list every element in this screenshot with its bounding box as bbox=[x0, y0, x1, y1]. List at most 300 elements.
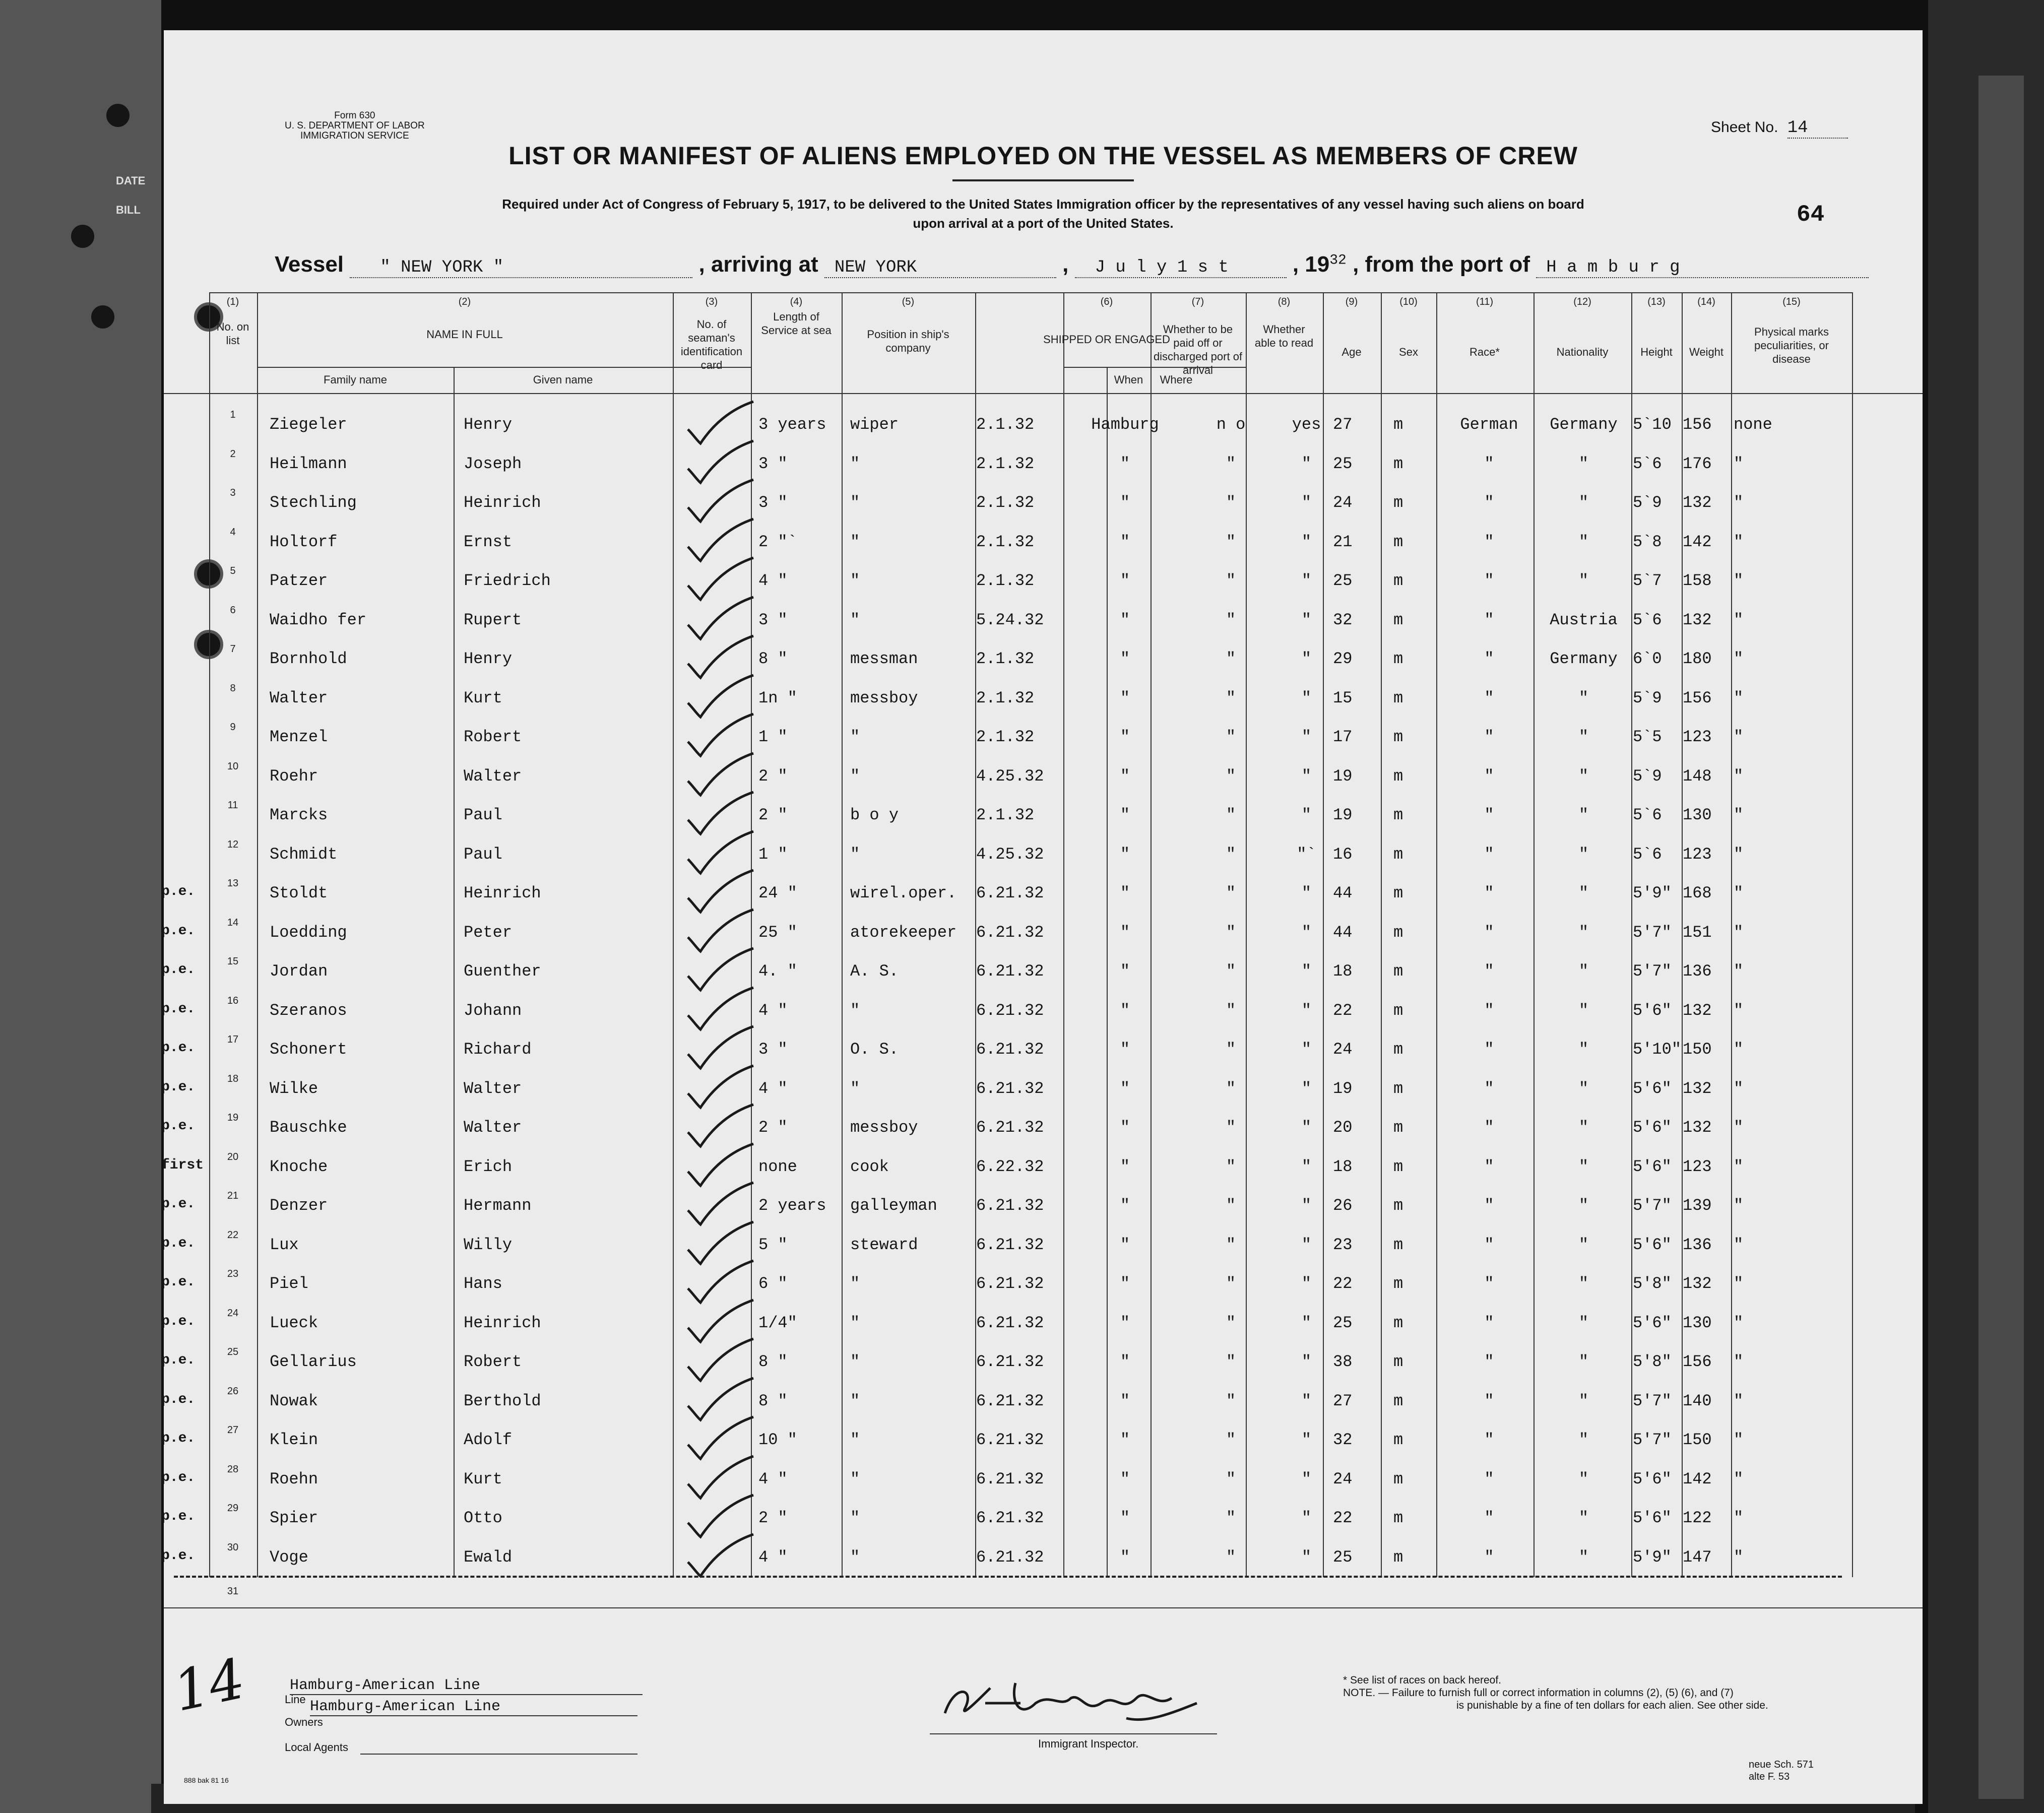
nationality: " bbox=[1578, 454, 1589, 473]
given-name: Hans bbox=[464, 1274, 502, 1293]
column-number: (11) bbox=[1476, 296, 1494, 307]
sex: m bbox=[1393, 1079, 1403, 1098]
position: galleyman bbox=[850, 1196, 937, 1215]
nationality: " bbox=[1578, 1118, 1589, 1137]
row-number: 17 bbox=[227, 1034, 239, 1045]
position: steward bbox=[850, 1235, 918, 1254]
shipped-when: 2.1.32 bbox=[976, 493, 1035, 512]
race: " bbox=[1484, 806, 1494, 824]
shipped-when: 6.21.32 bbox=[976, 1313, 1044, 1332]
family-name: Roehn bbox=[270, 1469, 318, 1488]
age: 38 bbox=[1333, 1352, 1353, 1371]
table-row bbox=[164, 565, 1923, 605]
age: 25 bbox=[1333, 1547, 1353, 1567]
height: 5'7" bbox=[1633, 1196, 1672, 1215]
row-number: 4 bbox=[230, 526, 236, 538]
code-neue: neue Sch. 571 bbox=[1749, 1759, 1814, 1770]
height: 5`6 bbox=[1633, 454, 1662, 473]
given-name: Heinrich bbox=[464, 493, 541, 512]
age: 22 bbox=[1333, 1001, 1353, 1020]
family-name: Nowak bbox=[270, 1391, 318, 1410]
column-number: (3) bbox=[705, 296, 718, 307]
shipped-when: 6.21.32 bbox=[976, 1196, 1044, 1215]
column-number: (8) bbox=[1278, 296, 1291, 307]
shipped-where: " bbox=[1120, 1509, 1130, 1527]
nationality: " bbox=[1578, 493, 1589, 512]
shipped-when: 6.21.32 bbox=[976, 1469, 1044, 1488]
height: 5'6" bbox=[1633, 1469, 1672, 1488]
race: " bbox=[1484, 1118, 1494, 1137]
age: 22 bbox=[1333, 1509, 1353, 1527]
position: " bbox=[850, 532, 860, 551]
row-mark: p.e. bbox=[161, 1079, 196, 1095]
table-row bbox=[161, 1463, 1923, 1503]
manifest-sheet bbox=[116, 30, 1923, 1804]
length-of-service: 4 " bbox=[758, 1547, 788, 1567]
weight: 148 bbox=[1683, 766, 1712, 786]
given-name: Erich bbox=[464, 1157, 513, 1176]
row-number: 8 bbox=[230, 682, 236, 694]
shipped-when: 6.21.32 bbox=[976, 1079, 1044, 1098]
age: 17 bbox=[1333, 728, 1353, 746]
race: " bbox=[1484, 1001, 1494, 1020]
able-to-read: " bbox=[1301, 923, 1312, 942]
subtitle-line-1: Required under Act of Congress of February 5, 1917, to be delivered to the United States Immigration officer by the representatives of any vessel having such aliens on board bbox=[502, 197, 1584, 212]
position: messboy bbox=[850, 1118, 918, 1137]
able-to-read: " bbox=[1301, 1274, 1312, 1293]
table-row bbox=[161, 1190, 1923, 1229]
position: A. S. bbox=[850, 962, 899, 981]
binder-hole bbox=[88, 302, 117, 332]
age: 44 bbox=[1333, 923, 1353, 942]
weight: 156 bbox=[1683, 1352, 1712, 1371]
able-to-read: " bbox=[1301, 1118, 1312, 1137]
shipped-when: 6.21.32 bbox=[976, 1547, 1044, 1567]
family-name: Walter bbox=[270, 688, 328, 707]
physical-marks: " bbox=[1734, 1040, 1744, 1059]
physical-marks: " bbox=[1734, 1547, 1744, 1567]
sex: m bbox=[1393, 845, 1403, 864]
physical-marks: " bbox=[1734, 728, 1744, 746]
nationality: " bbox=[1578, 1001, 1589, 1020]
family-name: Ziegeler bbox=[270, 415, 347, 434]
length-of-service: 6 " bbox=[758, 1274, 788, 1293]
family-name: Holtorf bbox=[270, 532, 338, 551]
shipped-where: " bbox=[1120, 1040, 1130, 1059]
length-of-service: 4 " bbox=[758, 1001, 788, 1020]
position: " bbox=[850, 610, 860, 629]
column-number: (12) bbox=[1573, 296, 1591, 307]
physical-marks: " bbox=[1734, 766, 1744, 786]
row-mark: p.e. bbox=[161, 1313, 196, 1329]
length-of-service: 3 " bbox=[758, 493, 788, 512]
family-name: Stechling bbox=[270, 493, 357, 512]
shipped-where: " bbox=[1120, 923, 1130, 942]
right-binding-strip bbox=[1978, 76, 2024, 1799]
row-number: 9 bbox=[230, 722, 236, 733]
able-to-read: " bbox=[1301, 1040, 1312, 1059]
nationality: " bbox=[1578, 1079, 1589, 1098]
header-height: Height bbox=[1640, 346, 1673, 358]
nationality: Germany bbox=[1550, 415, 1618, 434]
family-name: Klein bbox=[270, 1431, 318, 1449]
shipped-where: " bbox=[1120, 1391, 1130, 1410]
paid-off: " bbox=[1226, 1391, 1236, 1410]
given-name: Johann bbox=[464, 1001, 522, 1020]
length-of-service: 24 " bbox=[758, 884, 797, 902]
shipped-where: " bbox=[1120, 884, 1130, 902]
position: " bbox=[850, 1469, 860, 1488]
age: 25 bbox=[1333, 571, 1353, 590]
family-name: Schmidt bbox=[270, 845, 338, 864]
shipped-where: " bbox=[1120, 1431, 1130, 1449]
family-name: Bauschke bbox=[270, 1118, 347, 1137]
weight: 142 bbox=[1683, 532, 1712, 551]
vessel-label: Vessel bbox=[275, 252, 344, 277]
table-row bbox=[161, 956, 1923, 995]
table-row bbox=[161, 1112, 1923, 1151]
shipped-when: 4.25.32 bbox=[976, 766, 1044, 786]
given-name: Paul bbox=[464, 845, 502, 864]
physical-marks: " bbox=[1734, 1431, 1744, 1449]
handwritten-count: 14 bbox=[168, 1646, 250, 1724]
row-number: 18 bbox=[227, 1073, 239, 1084]
sex: m bbox=[1393, 493, 1403, 512]
row-number: 21 bbox=[227, 1190, 239, 1201]
race: " bbox=[1484, 650, 1494, 668]
row-mark: p.e. bbox=[161, 1431, 196, 1446]
given-name: Henry bbox=[464, 415, 513, 434]
nationality: " bbox=[1578, 1196, 1589, 1215]
row-number: 26 bbox=[227, 1385, 239, 1397]
position: O. S. bbox=[850, 1040, 899, 1059]
shipped-where: " bbox=[1120, 1313, 1130, 1332]
weight: 150 bbox=[1683, 1431, 1712, 1449]
given-name: Hermann bbox=[464, 1196, 532, 1215]
sex: m bbox=[1393, 923, 1403, 942]
header-where: Where bbox=[1160, 373, 1193, 386]
race: " bbox=[1484, 1196, 1494, 1215]
age: 24 bbox=[1333, 493, 1353, 512]
table-row bbox=[161, 917, 1923, 956]
shipped-where: " bbox=[1120, 532, 1130, 551]
able-to-read: " bbox=[1301, 1509, 1312, 1527]
sex: m bbox=[1393, 1313, 1403, 1332]
check-mark bbox=[683, 907, 758, 952]
shipped-where: " bbox=[1120, 650, 1130, 668]
check-mark bbox=[683, 711, 758, 757]
age: 44 bbox=[1333, 884, 1353, 902]
shipped-when: 6.21.32 bbox=[976, 1274, 1044, 1293]
nationality: " bbox=[1578, 806, 1589, 824]
race: " bbox=[1484, 532, 1494, 551]
age: 27 bbox=[1333, 1391, 1353, 1410]
given-name: Robert bbox=[464, 728, 522, 746]
sex: m bbox=[1393, 1391, 1403, 1410]
height: 5`9 bbox=[1633, 688, 1662, 707]
physical-marks: " bbox=[1734, 1391, 1744, 1410]
physical-marks: " bbox=[1734, 1196, 1744, 1215]
shipped-where: " bbox=[1120, 845, 1130, 864]
row-number: 29 bbox=[227, 1503, 239, 1514]
given-name: Walter bbox=[464, 1118, 522, 1137]
paid-off: " bbox=[1226, 532, 1236, 551]
family-name: Stoldt bbox=[270, 884, 328, 902]
height: 6`0 bbox=[1633, 650, 1662, 668]
position: " bbox=[850, 1274, 860, 1293]
shipped-when: 6.21.32 bbox=[976, 1431, 1044, 1449]
length-of-service: none bbox=[758, 1157, 797, 1176]
paid-off: " bbox=[1226, 1079, 1236, 1098]
paid-off: " bbox=[1226, 1431, 1236, 1449]
able-to-read: " bbox=[1301, 806, 1312, 824]
position: " bbox=[850, 1352, 860, 1371]
sheet-value: 14 bbox=[1787, 118, 1848, 139]
shipped-where: " bbox=[1120, 1469, 1130, 1488]
weight: 132 bbox=[1683, 1274, 1712, 1293]
header-family-name: Family name bbox=[324, 373, 387, 386]
race: " bbox=[1484, 1469, 1494, 1488]
physical-marks: " bbox=[1734, 1079, 1744, 1098]
able-to-read: " bbox=[1301, 1431, 1312, 1449]
family-name: Bornhold bbox=[270, 650, 347, 668]
sex: m bbox=[1393, 454, 1403, 473]
check-mark bbox=[683, 1336, 758, 1382]
able-to-read: " bbox=[1301, 1313, 1312, 1332]
paid-off: " bbox=[1226, 1469, 1236, 1488]
age: 25 bbox=[1333, 454, 1353, 473]
height: 5`6 bbox=[1633, 806, 1662, 824]
sex: m bbox=[1393, 688, 1403, 707]
paid-off: " bbox=[1226, 454, 1236, 473]
shipped-when: 6.21.32 bbox=[976, 923, 1044, 942]
length-of-service: 1 " bbox=[758, 845, 788, 864]
sex: m bbox=[1393, 610, 1403, 629]
able-to-read: " bbox=[1301, 1547, 1312, 1567]
table-row bbox=[161, 1268, 1923, 1308]
family-name: Szeranos bbox=[270, 1001, 347, 1020]
note-races: * See list of races on back hereof. bbox=[1343, 1674, 1502, 1686]
row-mark: p.e. bbox=[161, 1118, 196, 1134]
race: " bbox=[1484, 688, 1494, 707]
nationality: " bbox=[1578, 766, 1589, 786]
row-number: 31 bbox=[227, 1586, 239, 1597]
sheet-label: Sheet No. bbox=[1711, 119, 1778, 136]
shipped-when: 6.22.32 bbox=[976, 1157, 1044, 1176]
physical-marks: " bbox=[1734, 1469, 1744, 1488]
table-row bbox=[164, 605, 1923, 644]
table-row bbox=[164, 448, 1923, 488]
physical-marks: " bbox=[1734, 1001, 1744, 1020]
shipped-when: 6.21.32 bbox=[976, 1118, 1044, 1137]
physical-marks: " bbox=[1734, 493, 1744, 512]
able-to-read: " bbox=[1301, 1079, 1312, 1098]
column-number: (10) bbox=[1399, 296, 1418, 307]
position: cook bbox=[850, 1157, 889, 1176]
given-name: Willy bbox=[464, 1235, 513, 1254]
shipped-where: " bbox=[1120, 1274, 1130, 1293]
line-value: Hamburg-American Line bbox=[290, 1677, 643, 1695]
height: 5'8" bbox=[1633, 1352, 1672, 1371]
weight: 130 bbox=[1683, 1313, 1712, 1332]
able-to-read: " bbox=[1301, 1391, 1312, 1410]
age: 19 bbox=[1333, 1079, 1353, 1098]
shipped-when: 2.1.32 bbox=[976, 728, 1035, 746]
given-name: Paul bbox=[464, 806, 502, 824]
table-row bbox=[161, 1073, 1923, 1113]
age: 32 bbox=[1333, 1431, 1353, 1449]
end-of-list-line bbox=[174, 1576, 1842, 1578]
age: 20 bbox=[1333, 1118, 1353, 1137]
race: " bbox=[1484, 571, 1494, 590]
position: messboy bbox=[850, 688, 918, 707]
row-number: 24 bbox=[227, 1307, 239, 1319]
column-number: (15) bbox=[1782, 296, 1801, 307]
weight: 136 bbox=[1683, 1235, 1712, 1254]
physical-marks: " bbox=[1734, 1352, 1744, 1371]
check-mark bbox=[683, 1532, 758, 1577]
race: " bbox=[1484, 1509, 1494, 1527]
weight: 176 bbox=[1683, 454, 1712, 473]
form-number: Form 630 bbox=[334, 110, 375, 121]
form-codes bbox=[1749, 1759, 1814, 1783]
length-of-service: 3 " bbox=[758, 610, 788, 629]
nationality: Germany bbox=[1550, 650, 1618, 668]
physical-marks: " bbox=[1734, 884, 1744, 902]
sex: m bbox=[1393, 1547, 1403, 1567]
shipped-where: " bbox=[1120, 493, 1130, 512]
column-number: (14) bbox=[1697, 296, 1715, 307]
form-header bbox=[285, 111, 425, 141]
paid-off: " bbox=[1226, 1313, 1236, 1332]
physical-marks: " bbox=[1734, 1157, 1744, 1176]
shipped-when: 6.21.32 bbox=[976, 1509, 1044, 1527]
check-mark bbox=[683, 673, 758, 718]
length-of-service: 3 years bbox=[758, 415, 826, 434]
shipped-where: " bbox=[1120, 454, 1130, 473]
physical-marks: " bbox=[1734, 650, 1744, 668]
shipped-where: " bbox=[1120, 1118, 1130, 1137]
check-mark bbox=[683, 555, 758, 601]
height: 5`9 bbox=[1633, 766, 1662, 786]
age: 27 bbox=[1333, 415, 1353, 434]
check-mark bbox=[683, 829, 758, 874]
table-row bbox=[161, 1034, 1923, 1073]
table-row bbox=[161, 1307, 1923, 1347]
row-number: 23 bbox=[227, 1268, 239, 1279]
check-mark bbox=[683, 1141, 758, 1187]
position: " bbox=[850, 571, 860, 590]
height: 5`6 bbox=[1633, 610, 1662, 629]
position: " bbox=[850, 493, 860, 512]
given-name: Joseph bbox=[464, 454, 522, 473]
age: 29 bbox=[1333, 650, 1353, 668]
shipped-where: " bbox=[1120, 1157, 1130, 1176]
given-name: Guenther bbox=[464, 962, 541, 981]
race: " bbox=[1484, 1352, 1494, 1371]
length-of-service: 2 " bbox=[758, 766, 788, 786]
able-to-read: " bbox=[1301, 1196, 1312, 1215]
agents-label: Local Agents bbox=[285, 1741, 348, 1754]
paid-off: " bbox=[1226, 766, 1236, 786]
paid-off: " bbox=[1226, 923, 1236, 942]
height: 5`5 bbox=[1633, 728, 1662, 746]
length-of-service: 8 " bbox=[758, 1391, 788, 1410]
position: " bbox=[850, 1509, 860, 1527]
nationality: " bbox=[1578, 923, 1589, 942]
check-mark bbox=[683, 1180, 758, 1225]
physical-marks: " bbox=[1734, 1235, 1744, 1254]
row-mark: first bbox=[161, 1157, 204, 1173]
sex: m bbox=[1393, 1431, 1403, 1449]
year-prefix: , 19 bbox=[1292, 252, 1330, 277]
height: 5'6" bbox=[1633, 1157, 1672, 1176]
able-to-read: " bbox=[1301, 650, 1312, 668]
weight: 140 bbox=[1683, 1391, 1712, 1410]
shipped-where: " bbox=[1120, 610, 1130, 629]
nationality: " bbox=[1578, 571, 1589, 590]
shipped-when: 2.1.32 bbox=[976, 806, 1035, 824]
given-name: Henry bbox=[464, 650, 513, 668]
age: 22 bbox=[1333, 1274, 1353, 1293]
length-of-service: 1/4" bbox=[758, 1313, 797, 1332]
race: " bbox=[1484, 1547, 1494, 1567]
table-row bbox=[161, 1385, 1923, 1425]
shipped-where: " bbox=[1120, 962, 1130, 981]
length-of-service: 4 " bbox=[758, 571, 788, 590]
shipped-when: 6.21.32 bbox=[976, 1235, 1044, 1254]
header-shipped: SHIPPED OR ENGAGED bbox=[1043, 333, 1170, 346]
header-paid-off: Whether to be paid off or discharged port of arrival bbox=[1153, 323, 1243, 376]
race: " bbox=[1484, 1157, 1494, 1176]
arriving-value: NEW YORK bbox=[824, 258, 1056, 278]
race: " bbox=[1484, 1235, 1494, 1254]
sex: m bbox=[1393, 1118, 1403, 1137]
margin-stamp bbox=[116, 166, 145, 225]
arriving-label: , arriving at bbox=[698, 252, 818, 277]
table-row bbox=[164, 683, 1923, 722]
physical-marks: " bbox=[1734, 454, 1744, 473]
length-of-service: 25 " bbox=[758, 923, 797, 942]
race: " bbox=[1484, 1274, 1494, 1293]
subtitle-line-2: upon arrival at a port of the United States. bbox=[913, 216, 1174, 231]
table-header-rule bbox=[164, 393, 1923, 394]
check-mark bbox=[683, 399, 758, 444]
given-name: Ernst bbox=[464, 532, 513, 551]
length-of-service: 1n " bbox=[758, 688, 797, 707]
title-rule bbox=[952, 179, 1134, 181]
race: " bbox=[1484, 610, 1494, 629]
weight: 180 bbox=[1683, 650, 1712, 668]
position: " bbox=[850, 1313, 860, 1332]
length-of-service: 4 " bbox=[758, 1469, 788, 1488]
check-mark bbox=[683, 1258, 758, 1304]
physical-marks: none bbox=[1734, 415, 1772, 434]
shipped-when: 6.21.32 bbox=[976, 1391, 1044, 1410]
table-row bbox=[164, 643, 1923, 683]
check-mark bbox=[683, 1298, 758, 1343]
shipped-when: 5.24.32 bbox=[976, 610, 1044, 629]
height: 5'6" bbox=[1633, 1509, 1672, 1527]
given-name: Kurt bbox=[464, 1469, 502, 1488]
binder-hole bbox=[103, 101, 133, 130]
sex: m bbox=[1393, 806, 1403, 824]
shipped-where: " bbox=[1120, 571, 1130, 590]
race: " bbox=[1484, 923, 1494, 942]
owners-value: Hamburg-American Line bbox=[310, 1698, 637, 1716]
able-to-read: " bbox=[1301, 1235, 1312, 1254]
row-number: 12 bbox=[227, 838, 239, 850]
